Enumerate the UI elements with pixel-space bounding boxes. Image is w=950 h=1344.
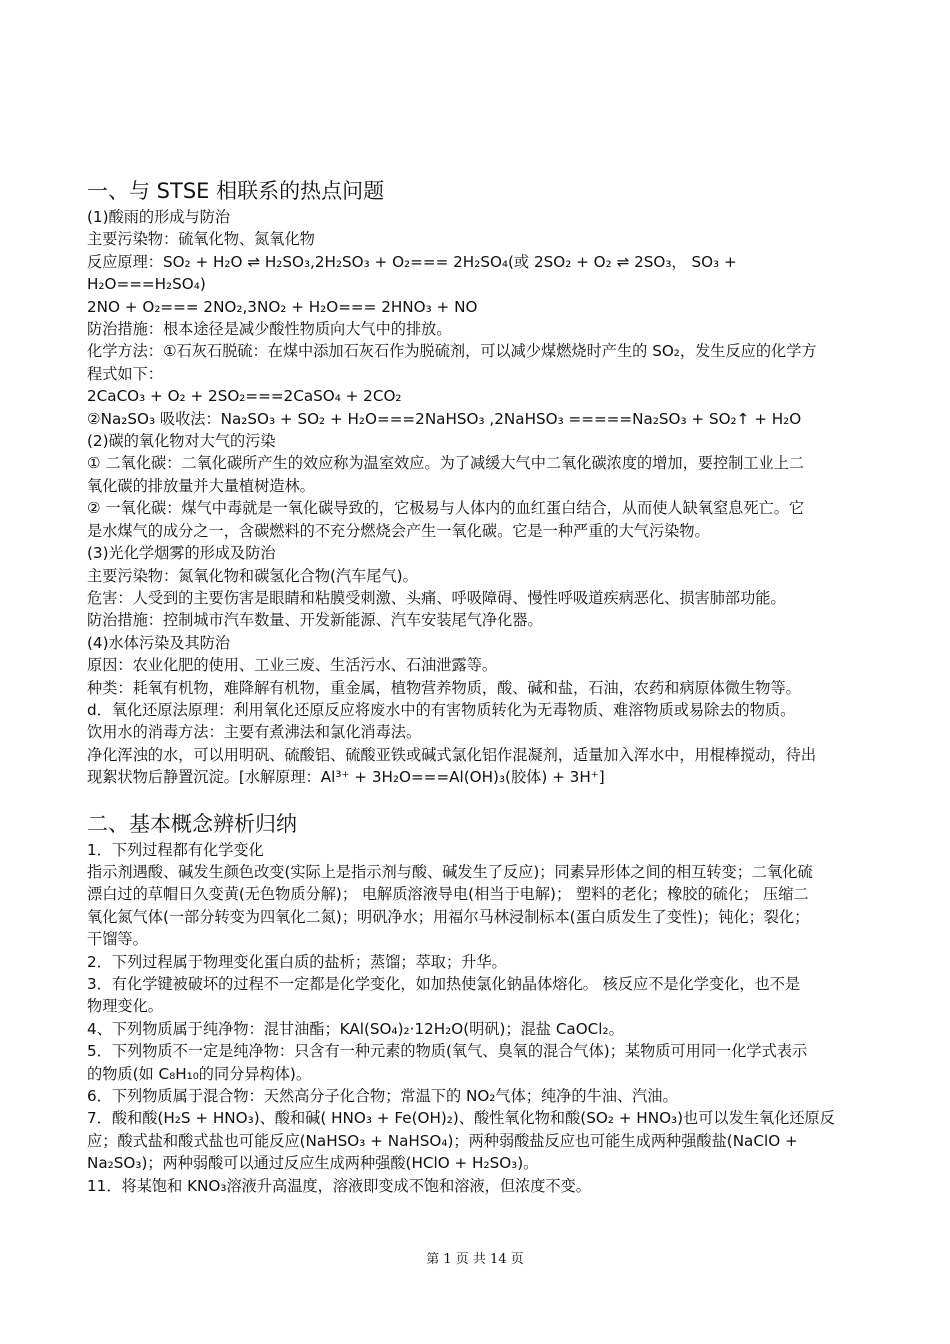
text-line: 主要污染物：氮氧化物和碳氢化合物(汽车尾气)。 <box>87 566 418 585</box>
text-line: (3)光化学烟雾的形成及防治 <box>87 544 276 563</box>
page-footer: 第 1 页 共 14 页 <box>426 1252 524 1267</box>
text-line: 原因：农业化肥的使用、工业三废、生活污水、石油泄露等。 <box>87 656 498 675</box>
text-line: 4、下列物质属于纯净物：混甘油酯；KAl(SO₄)₂·12H₂O(明矾)；混盐 CaOCl₂。 <box>87 1019 624 1038</box>
text-line: 指示剂遇酸、碱发生颜色改变(实际上是指示剂与酸、碱发生了反应)；同素异形体之间的相互转变；二氧化硫 <box>87 862 813 881</box>
text-line: 净化浑浊的水，可以用明矾、硫酸铝、硫酸亚铁或碱式氯化铝作混凝剂，适量加入浑水中，用棍棒搅动，待出 <box>87 745 816 764</box>
text-line: 3．有化学键被破坏的过程不一定都是化学变化，如加热使氯化钠晶体熔化。 核反应不是化学变化，也不是 <box>87 975 801 993</box>
text-line: 化学方法：①石灰石脱硫：在煤中添加石灰石作为脱硫剂，可以减少煤燃烧时产生的 SO₂，发生反应的化学方 <box>87 342 817 361</box>
text-line: 氧化碳的排放量并大量植树造林。 <box>87 476 315 495</box>
section-1-body <box>87 206 867 789</box>
text-line: 2NO + O₂=== 2NO₂,3NO₂ + H₂O=== 2HNO₃ + NO <box>87 297 478 316</box>
text-line: 6．下列物质属于混合物：天然高分子化合物；常温下的 NO₂气体；纯净的牛油、汽油。 <box>87 1087 678 1106</box>
text-line: 物理变化。 <box>87 997 163 1016</box>
section-2-body <box>87 839 867 1198</box>
text-line: 2．下列过程属于物理变化蛋白质的盐析；蒸馏；萃取；升华。 <box>87 952 507 971</box>
text-line: d．氧化还原法原理：利用氧化还原反应将废水中的有害物质转化为无毒物质、难溶物质或易除去的物质。 <box>87 700 796 719</box>
text-line: (1)酸雨的形成与防治 <box>87 208 231 226</box>
document-page <box>87 176 867 1197</box>
text-line: 干馏等。 <box>87 930 148 949</box>
text-line: 是水煤气的成分之一，含碳燃料的不充分燃烧会产生一氧化碳。它是一种严重的大气污染物。 <box>87 521 710 540</box>
text-line: 漂白过的草帽日久变黄(无色物质分解)； 电解质溶液导电(相当于电解)； 塑料的老化；橡胶的硫化； 压缩二 <box>87 885 809 904</box>
text-line: 主要污染物：硫氧化物、氮氧化物 <box>87 230 315 249</box>
section-2-title: 二、基本概念辨析归纳 <box>87 811 297 836</box>
text-line: 种类：耗氧有机物，难降解有机物，重金属，植物营养物质，酸、碱和盐，石油，农药和病原体微生物等。 <box>87 678 801 697</box>
text-line: 防治措施：根本途径是减少酸性物质向大气中的排放。 <box>87 320 452 339</box>
text-line: 1．下列过程都有化学变化 <box>87 840 264 859</box>
text-line: 5．下列物质不一定是纯净物：只含有一种元素的物质(氧气、臭氧的混合气体)；某物质可用同一化学式表示 <box>87 1042 808 1061</box>
text-line: 饮用水的消毒方法：主要有煮沸法和氯化消毒法。 <box>87 723 422 742</box>
text-line: (4)水体污染及其防治 <box>87 633 231 652</box>
text-line: 危害：人受到的主要伤害是眼睛和粘膜受刺激、头痛、呼吸障碍、慢性呼吸道疾病恶化、损害肺部功能。 <box>87 588 786 607</box>
text-line: 程式如下： <box>87 364 163 383</box>
text-line: 应；酸式盐和酸式盐也可能反应(NaHSO₃ + NaHSO₄)；两种弱酸盐反应也可能生成两种强酸盐(NaClO + <box>87 1131 798 1150</box>
section-1-title: 一、与 STSE 相联系的热点问题 <box>87 179 385 203</box>
text-line: 防治措施：控制城市汽车数量、开发新能源、汽车安装尾气净化器。 <box>87 611 543 630</box>
text-line: ② 一氧化碳：煤气中毒就是一氧化碳导致的，它极易与人体内的血红蛋白结合，从而使人缺氧窒息死亡。它 <box>87 499 805 518</box>
text-line: ① 二氧化碳：二氧化碳所产生的效应称为温室效应。为了减缓大气中二氧化碳浓度的增加，要控制工业上二 <box>87 454 805 473</box>
text-line: (2)碳的氧化物对大气的污染 <box>87 432 276 451</box>
text-line: 2CaCO₃ + O₂ + 2SO₂===2CaSO₄ + 2CO₂ <box>87 387 402 406</box>
text-line: 的物质(如 C₈H₁₀的同分异构体)。 <box>87 1064 312 1083</box>
text-line: H₂O===H₂SO₄) <box>87 275 206 294</box>
text-line: 氧化氮气体(一部分转变为四氧化二氮)；明矾净水；用福尔马林浸制标本(蛋白质发生了变性)；钝化；裂化； <box>87 907 810 926</box>
text-line: 现絮状物后静置沉淀。[水解原理：Al³⁺ + 3H₂O===Al(OH)₃(胶体) + 3H⁺] <box>87 768 605 787</box>
text-line: Na₂SO₃)；两种弱酸可以通过反应生成两种强酸(HClO + H₂SO₃)。 <box>87 1154 539 1173</box>
text-line: 11．将某饱和 KNO₃溶液升高温度，溶液即变成不饱和溶液，但浓度不变。 <box>87 1176 591 1195</box>
text-line: 7．酸和酸(H₂S + HNO₃)、酸和碱( HNO₃ + Fe(OH)₂)、酸性氧化物和酸(SO₂ + HNO₃)也可以发生氧化还原反 <box>87 1109 835 1128</box>
text-line: 反应原理：SO₂ + H₂O ⇌ H₂SO₃,2H₂SO₃ + O₂=== 2H₂SO₄(或 2SO₂ + O₂ ⇌ 2SO₃， SO₃ + <box>87 252 737 271</box>
text-line: ②Na₂SO₃ 吸收法：Na₂SO₃ + SO₂ + H₂O===2NaHSO₃ ,2NaHSO₃ =====Na₂SO₃ + SO₂↑ + H₂O <box>87 409 802 428</box>
